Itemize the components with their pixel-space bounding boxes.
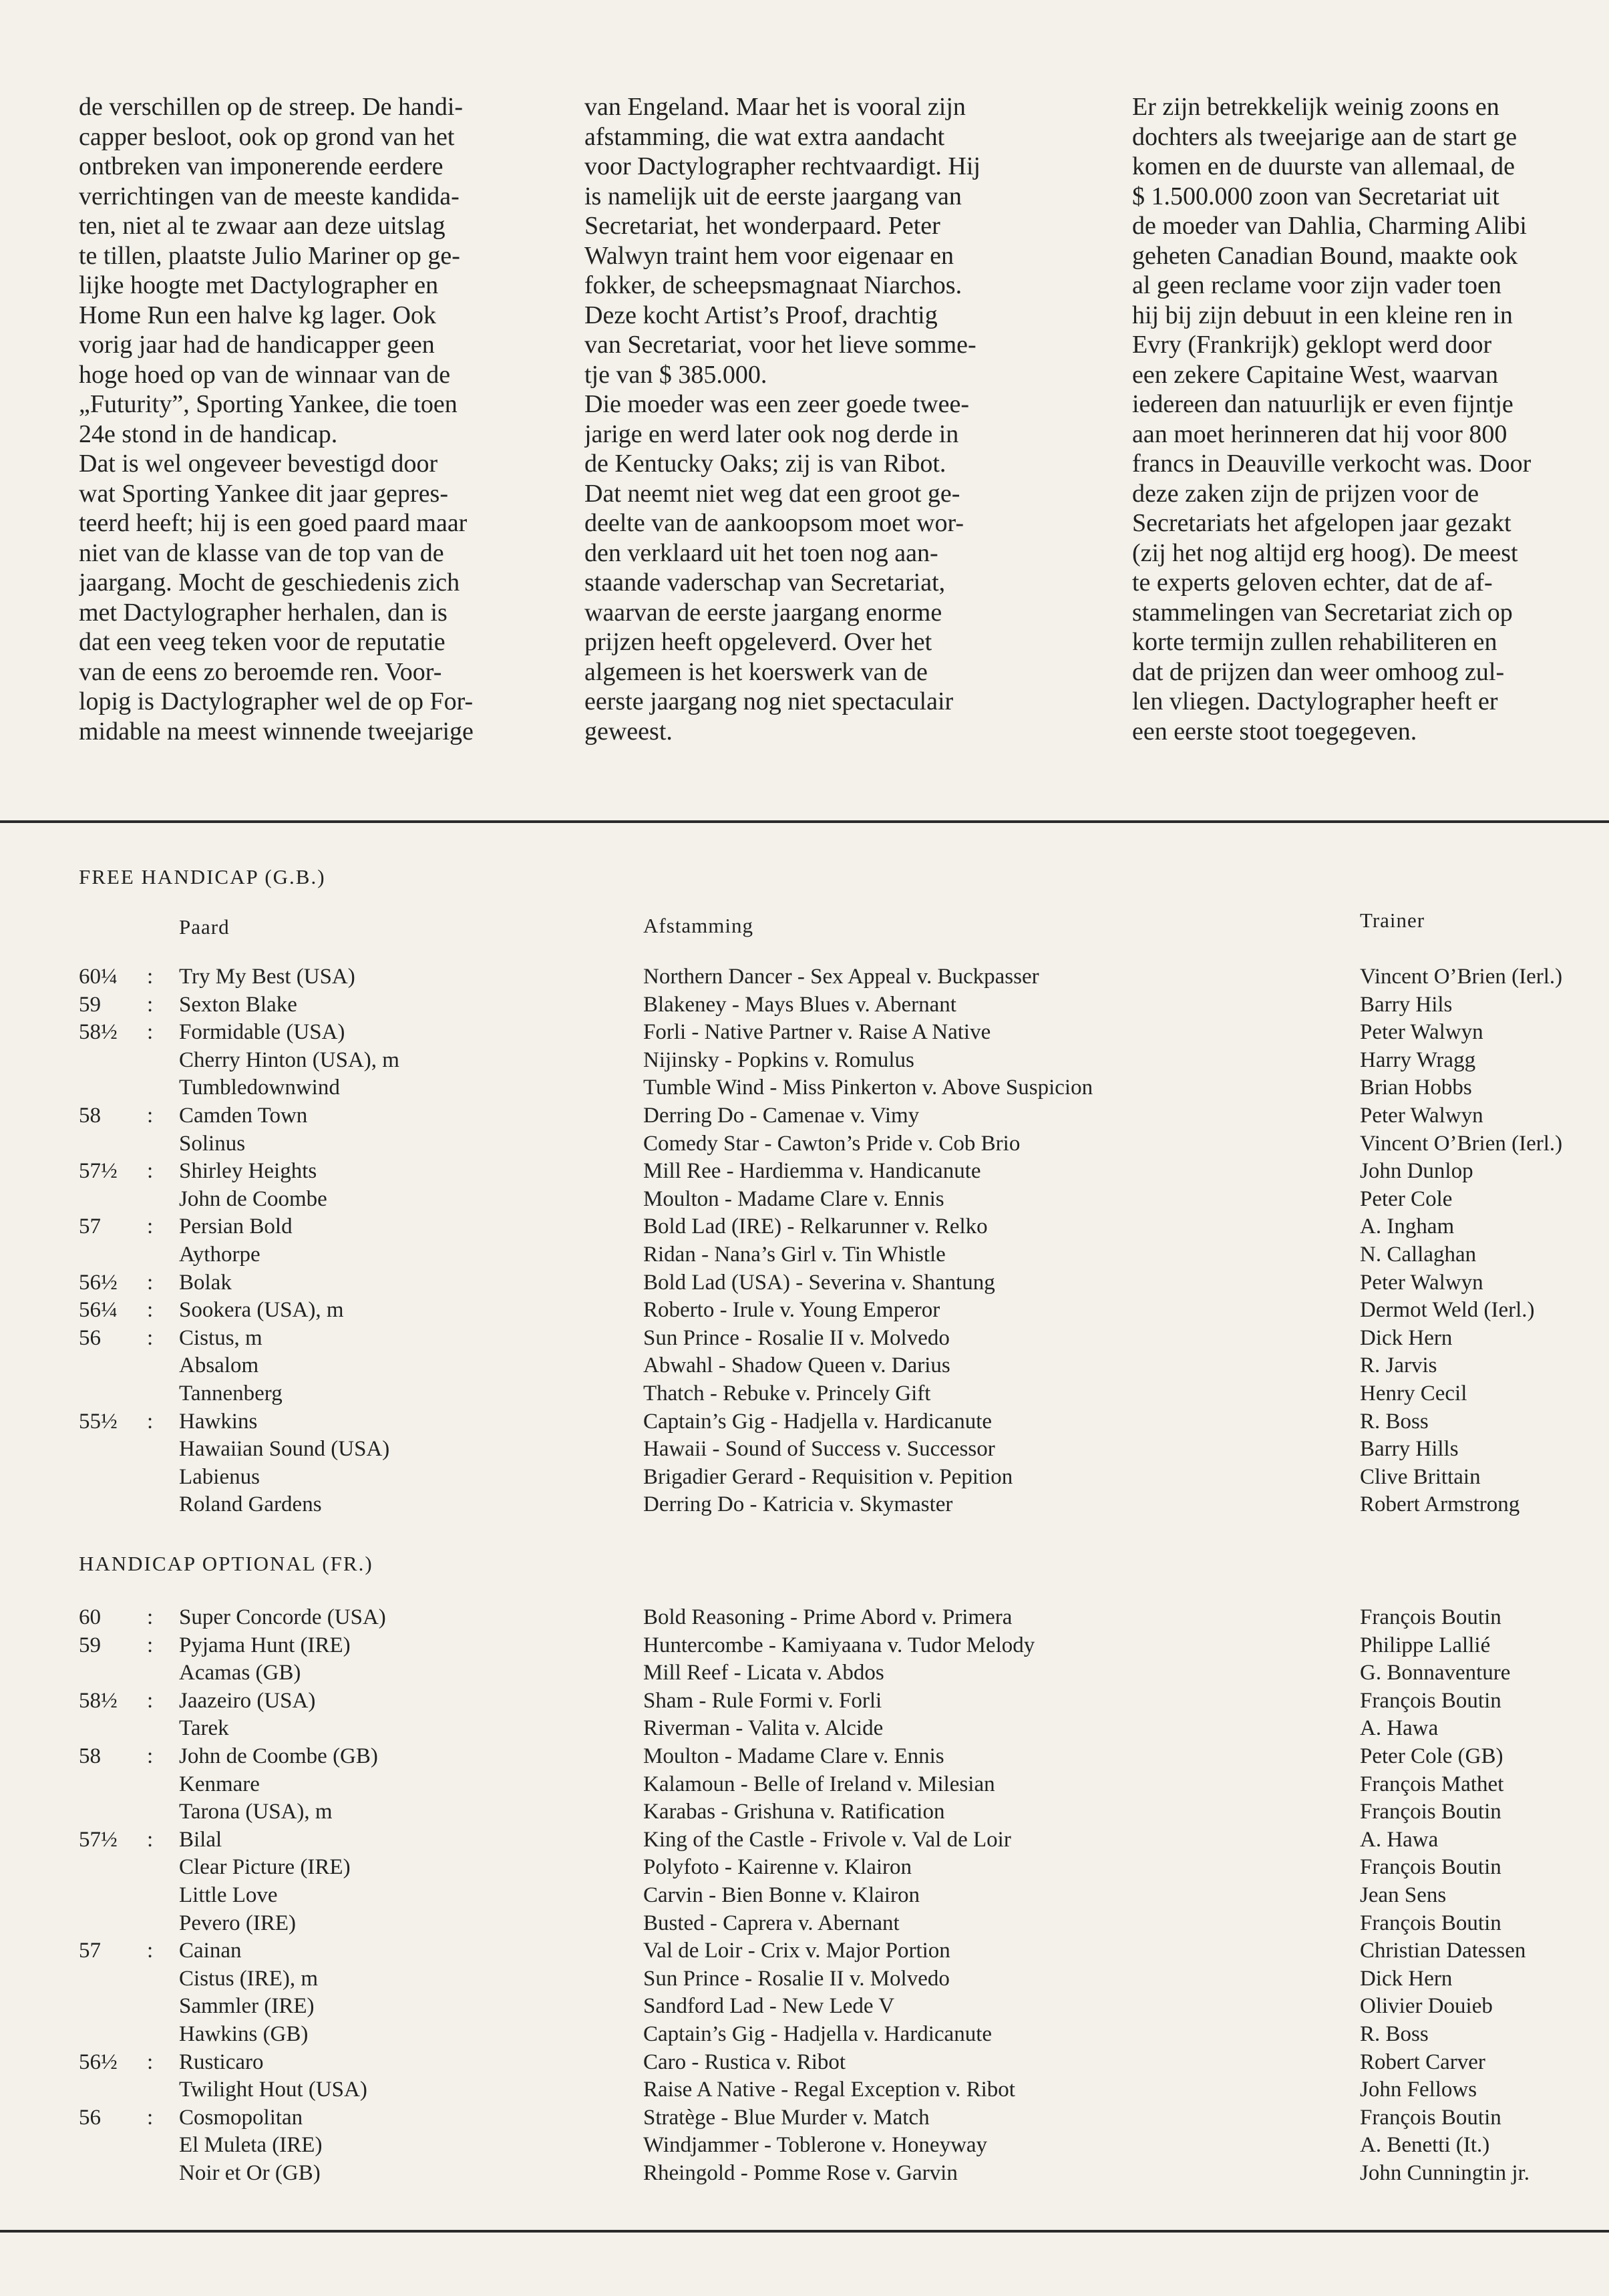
cell-pedigree: Abwahl - Shadow Queen v. Darius [643,1353,950,1378]
table-row [0,1909,1609,1937]
cell-horse: John de Coombe [179,1186,327,1211]
cell-pedigree: Blakeney - Mays Blues v. Abernant [643,992,956,1017]
divider-bottom [0,2230,1609,2233]
cell-horse: Acamas (GB) [179,1661,301,1685]
cell-pedigree: Raise A Native - Regal Exception v. Ribot [643,2078,1015,2102]
cell-trainer: John Dunlop [1360,1159,1473,1184]
cell-pedigree: Polyfoto - Kairenne v. Klairon [643,1855,912,1880]
cell-weight: 59 [79,1633,101,1657]
cell-colon: : [147,1325,154,1350]
cell-pedigree: Val de Loir - Crix v. Major Portion [643,1939,950,1963]
cell-horse: Clear Picture (IRE) [179,1855,351,1880]
cell-pedigree: Nijinsky - Popkins v. Romulus [643,1047,914,1072]
table-row [0,2020,1609,2048]
cell-pedigree: Captain’s Gig - Hadjella v. Hardicanute [643,1409,993,1434]
table-row [0,2159,1609,2187]
cell-trainer: Christian Datessen [1360,1939,1526,1963]
cell-pedigree: Stratège - Blue Murder v. Match [643,2105,930,2130]
cell-horse: Tannenberg [179,1381,283,1406]
cell-horse: Cosmopolitan [179,2105,303,2130]
cell-pedigree: King of the Castle - Frivole v. Val de Loir [643,1827,1011,1852]
cell-trainer: Jean Sens [1360,1883,1447,1907]
cell-horse: Sammler (IRE) [179,1994,315,2019]
cell-weight: 56¼ [79,1298,118,1323]
cell-horse: Persian Bold [179,1214,293,1239]
cell-trainer: Barry Hils [1360,992,1453,1017]
cell-pedigree: Sun Prince - Rosalie II v. Molvedo [643,1325,950,1350]
cell-colon: : [147,1020,154,1045]
cell-weight: 58½ [79,1020,118,1045]
cell-colon: : [147,1104,154,1128]
cell-horse: Pevero (IRE) [179,1911,297,1935]
cell-pedigree: Bold Reasoning - Prime Abord v. Primera [643,1605,1013,1629]
cell-horse: Jaazeiro (USA) [179,1688,316,1713]
cell-trainer: Clive Brittain [1360,1464,1481,1489]
cell-pedigree: Bold Lad (USA) - Severina v. Shantung [643,1270,995,1295]
cell-weight: 55½ [79,1409,118,1434]
cell-trainer: François Boutin [1360,2105,1501,2130]
cell-horse: Bolak [179,1270,232,1295]
cell-horse: Sookera (USA), m [179,1298,344,1323]
cell-colon: : [147,1688,154,1713]
cell-horse: Roland Gardens [179,1492,322,1517]
cell-colon: : [147,2105,154,2130]
cell-trainer: Henry Cecil [1360,1381,1467,1406]
cell-trainer: Peter Cole [1360,1186,1453,1211]
cell-pedigree: Tumble Wind - Miss Pinkerton v. Above Suspicion [643,1076,1093,1100]
cell-colon: : [147,1744,154,1768]
cell-horse: Aythorpe [179,1243,260,1267]
cell-pedigree: Kalamoun - Belle of Ireland v. Milesian [643,1772,995,1796]
cell-trainer: Dick Hern [1360,1966,1453,1991]
cell-colon: : [147,1605,154,1629]
cell-trainer: Robert Armstrong [1360,1492,1520,1517]
cell-colon: : [147,1159,154,1184]
cell-trainer: François Boutin [1360,1605,1501,1629]
cell-weight: 58½ [79,1688,118,1713]
cell-weight: 57½ [79,1159,118,1184]
table-row [0,1714,1609,1742]
cell-pedigree: Busted - Caprera v. Abernant [643,1911,900,1935]
cell-pedigree: Bold Lad (IRE) - Relkarunner v. Relko [643,1214,988,1239]
cell-colon: : [147,1270,154,1295]
cell-trainer: Vincent O’Brien (Ierl.) [1360,1131,1563,1156]
table-row [0,1965,1609,1993]
cell-pedigree: Karabas - Grishuna v. Ratification [643,1800,945,1824]
cell-horse: Little Love [179,1883,278,1907]
cell-weight: 58 [79,1104,101,1128]
cell-pedigree: Brigadier Gerard - Requisition v. Pepition [643,1464,1013,1489]
cell-trainer: R. Boss [1360,2022,1429,2046]
cell-horse: Pyjama Hunt (IRE) [179,1633,351,1657]
cell-trainer: François Boutin [1360,1688,1501,1713]
cell-colon: : [147,1939,154,1963]
cell-pedigree: Hawaii - Sound of Success v. Successor [643,1437,995,1462]
column-header-pedigree: Afstamming [643,914,753,937]
cell-horse: Hawaiian Sound (USA) [179,1437,390,1462]
cell-trainer: Philippe Lallié [1360,1633,1491,1657]
cell-trainer: Dick Hern [1360,1325,1453,1350]
cell-trainer: François Boutin [1360,1800,1501,1824]
table-row [0,1742,1609,1770]
cell-colon: : [147,1214,154,1239]
cell-horse: Tumbledownwind [179,1076,340,1100]
cell-horse: Noir et Or (GB) [179,2161,321,2185]
cell-horse: Camden Town [179,1104,308,1128]
handicap-optional-title: HANDICAP OPTIONAL (FR.) [79,1552,373,1575]
cell-trainer: John Fellows [1360,2078,1477,2102]
cell-pedigree: Sandford Lad - New Lede V [643,1994,895,2019]
table-row [0,1603,1609,1631]
cell-weight: 60 [79,1605,101,1629]
table-row [0,1826,1609,1854]
cell-weight: 56 [79,1325,101,1350]
cell-trainer: Olivier Douieb [1360,1994,1493,2019]
table-row [0,1798,1609,1826]
cell-horse: Cainan [179,1939,242,1963]
cell-trainer: Brian Hobbs [1360,1076,1472,1100]
column-header-horse: Paard [179,915,230,939]
cell-trainer: R. Jarvis [1360,1353,1437,1378]
table-row [0,2048,1609,2076]
cell-weight: 56½ [79,1270,118,1295]
cell-weight: 57 [79,1214,101,1239]
cell-trainer: John Cunningtin jr. [1360,2161,1530,2185]
cell-horse: Labienus [179,1464,260,1489]
cell-weight: 57 [79,1939,101,1963]
cell-pedigree: Comedy Star - Cawton’s Pride v. Cob Brio [643,1131,1021,1156]
cell-pedigree: Huntercombe - Kamiyaana v. Tudor Melody [643,1633,1035,1657]
cell-horse: Hawkins [179,1409,258,1434]
cell-colon: : [147,992,154,1017]
cell-horse: John de Coombe (GB) [179,1744,378,1768]
cell-weight: 59 [79,992,101,1017]
cell-weight: 60¼ [79,965,118,989]
cell-pedigree: Ridan - Nana’s Girl v. Tin Whistle [643,1243,946,1267]
table-row [0,1853,1609,1881]
cell-colon: : [147,1827,154,1852]
cell-horse: El Muleta (IRE) [179,2133,323,2158]
cell-pedigree: Moulton - Madame Clare v. Ennis [643,1186,944,1211]
cell-trainer: Peter Walwyn [1360,1270,1483,1295]
cell-pedigree: Riverman - Valita v. Alcide [643,1716,884,1741]
table-row [0,1992,1609,2020]
cell-horse: Tarek [179,1716,229,1741]
table-row [0,1770,1609,1798]
cell-horse: Bilal [179,1827,222,1852]
cell-trainer: Peter Walwyn [1360,1020,1483,1045]
cell-horse: Hawkins (GB) [179,2022,309,2046]
cell-pedigree: Mill Ree - Hardiemma v. Handicanute [643,1159,981,1184]
cell-trainer: François Mathet [1360,1772,1504,1796]
cell-pedigree: Caro - Rustica v. Ribot [643,2049,846,2074]
table-row [0,2131,1609,2159]
cell-trainer: A. Hawa [1360,1827,1439,1852]
cell-trainer: A. Ingham [1360,1214,1455,1239]
cell-trainer: Robert Carver [1360,2049,1485,2074]
table-row [0,2076,1609,2104]
cell-horse: Cistus (IRE), m [179,1966,319,1991]
table-row [0,1937,1609,1965]
cell-pedigree: Sun Prince - Rosalie II v. Molvedo [643,1966,950,1991]
cell-pedigree: Derring Do - Camenae v. Vimy [643,1104,920,1128]
cell-horse: Absalom [179,1353,259,1378]
cell-trainer: François Boutin [1360,1911,1501,1935]
column-header-trainer: Trainer [1360,909,1425,932]
cell-trainer: Harry Wragg [1360,1047,1476,1072]
cell-pedigree: Moulton - Madame Clare v. Ennis [643,1744,944,1768]
cell-weight: 56½ [79,2049,118,2074]
table-row [0,1881,1609,1909]
cell-trainer: Peter Walwyn [1360,1104,1483,1128]
cell-pedigree: Sham - Rule Formi v. Forli [643,1688,882,1713]
cell-pedigree: Captain’s Gig - Hadjella v. Hardicanute [643,2022,993,2046]
cell-horse: Solinus [179,1131,246,1156]
article-column-2: van Engeland. Maar het is vooral zijn afstamming, die wat extra aandacht voor Dactylographer rechtvaardigt. Hij is namelijk uit de eerste jaargang van Secretariat, het wonderpaard. Peter Walwyn traint hem voor eigenaar en fokker, de scheepsmagnaat Niarchos. Deze kocht Artist’s Proof, drachtig van Secretariat, voor het lieve somme- tje van $ 385.000. Die moeder was een zeer goede twee- jarige en werd later ook nog derde in de Kentucky Oaks; zij is van Ribot. Dat neemt niet weg dat een groot ge- deelte van de aankoopsom moet wor- den verklaard uit het toen nog aan- staande vaderschap van Secretariat, waarvan de eerste jaargang enorme prijzen heeft opgeleverd. Over het algemeen is het koerswerk van de eerste jaargang nog niet spectaculair geweest. [584,93,980,746]
cell-horse: Shirley Heights [179,1159,317,1184]
cell-trainer: A. Benetti (It.) [1360,2133,1490,2158]
cell-trainer: Vincent O’Brien (Ierl.) [1360,965,1563,989]
cell-colon: : [147,1409,154,1434]
cell-trainer: N. Callaghan [1360,1243,1477,1267]
cell-trainer: R. Boss [1360,1409,1429,1434]
cell-colon: : [147,2049,154,2074]
cell-horse: Super Concorde (USA) [179,1605,386,1629]
cell-trainer: A. Hawa [1360,1716,1439,1741]
cell-trainer: Dermot Weld (Ierl.) [1360,1298,1535,1323]
cell-trainer: G. Bonnaventure [1360,1661,1511,1685]
cell-pedigree: Derring Do - Katricia v. Skymaster [643,1492,953,1517]
cell-horse: Rusticaro [179,2049,264,2074]
article-column-1: de verschillen op de streep. De handi- capper besloot, ook op grond van het ontbreken van imponerende eerdere verrichtingen van de meeste kandida- ten, niet al te zwaar aan deze uitslag te tillen, plaatste Julio Mariner op ge- lijke hoogte met Dactylographer en Home Run een halve kg lager. Ook vorig jaar had de handicapper geen hoge hoed op van de winnaar van de „Futurity”, Sporting Yankee, die toen 24e stond in de handicap. Dat is wel ongeveer bevestigd door wat Sporting Yankee dit jaar gepres- teerd heeft; hij is een goed paard maar niet van de klasse van de top van de jaargang. Mocht de geschiedenis zich met Dactylographer herhalen, dan is dat een veeg teken voor de reputatie van de eens zo beroemde ren. Voor- lopig is Dactylographer wel de op For- midable na meest winnende tweejarige [79,93,474,746]
free-handicap-title: FREE HANDICAP (G.B.) [79,865,326,888]
cell-colon: : [147,1633,154,1657]
table-row [0,1659,1609,1687]
cell-pedigree: Forli - Native Partner v. Raise A Native [643,1020,991,1045]
cell-horse: Twilight Hout (USA) [179,2078,367,2102]
cell-trainer: Peter Cole (GB) [1360,1744,1503,1768]
cell-horse: Sexton Blake [179,992,297,1017]
cell-pedigree: Carvin - Bien Bonne v. Klairon [643,1883,920,1907]
cell-horse: Kenmare [179,1772,260,1796]
cell-horse: Cistus, m [179,1325,262,1350]
cell-pedigree: Northern Dancer - Sex Appeal v. Buckpasser [643,965,1039,989]
table-row [0,2104,1609,2132]
cell-colon: : [147,1298,154,1323]
cell-pedigree: Thatch - Rebuke v. Princely Gift [643,1381,931,1406]
cell-trainer: Barry Hills [1360,1437,1459,1462]
cell-colon: : [147,965,154,989]
cell-weight: 56 [79,2105,101,2130]
cell-horse: Formidable (USA) [179,1020,345,1045]
article-column-3: Er zijn betrekkelijk weinig zoons en dochters als tweejarige aan de start ge komen en de duurste van allemaal, de $ 1.500.000 zoon van Secretariat uit de moeder van Dahlia, Charming Alibi geheten Canadian Bound, maakte ook al geen reclame voor zijn vader toen hij bij zijn debuut in een kleine ren in Evry (Frankrijk) geklopt werd door een zekere Capitaine West, waarvan iedereen dan natuurlijk er even fijntje aan moet herinneren dat hij voor 800 francs in Deauville verkocht was. Door deze zaken zijn de prijzen voor de Secretariats het afgelopen jaar gezakt (zij het nog altijd erg hoog). De meest te experts geloven echter, dat de af- stammelingen van Secretariat zich op korte termijn zullen rehabiliteren en dat de prijzen dan weer omhoog zul- len vliegen. Dactylographer heeft er een eerste stoot toegegeven. [1132,93,1532,746]
cell-horse: Cherry Hinton (USA), m [179,1047,399,1072]
cell-horse: Tarona (USA), m [179,1800,333,1824]
cell-weight: 57½ [79,1827,118,1852]
cell-pedigree: Roberto - Irule v. Young Emperor [643,1298,940,1323]
cell-horse: Try My Best (USA) [179,965,355,989]
cell-pedigree: Rheingold - Pomme Rose v. Garvin [643,2161,958,2185]
cell-pedigree: Windjammer - Toblerone v. Honeyway [643,2133,988,2158]
cell-trainer: François Boutin [1360,1855,1501,1880]
cell-pedigree: Mill Reef - Licata v. Abdos [643,1661,884,1685]
table-row [0,1687,1609,1715]
table-row [0,1631,1609,1659]
cell-weight: 58 [79,1744,101,1768]
